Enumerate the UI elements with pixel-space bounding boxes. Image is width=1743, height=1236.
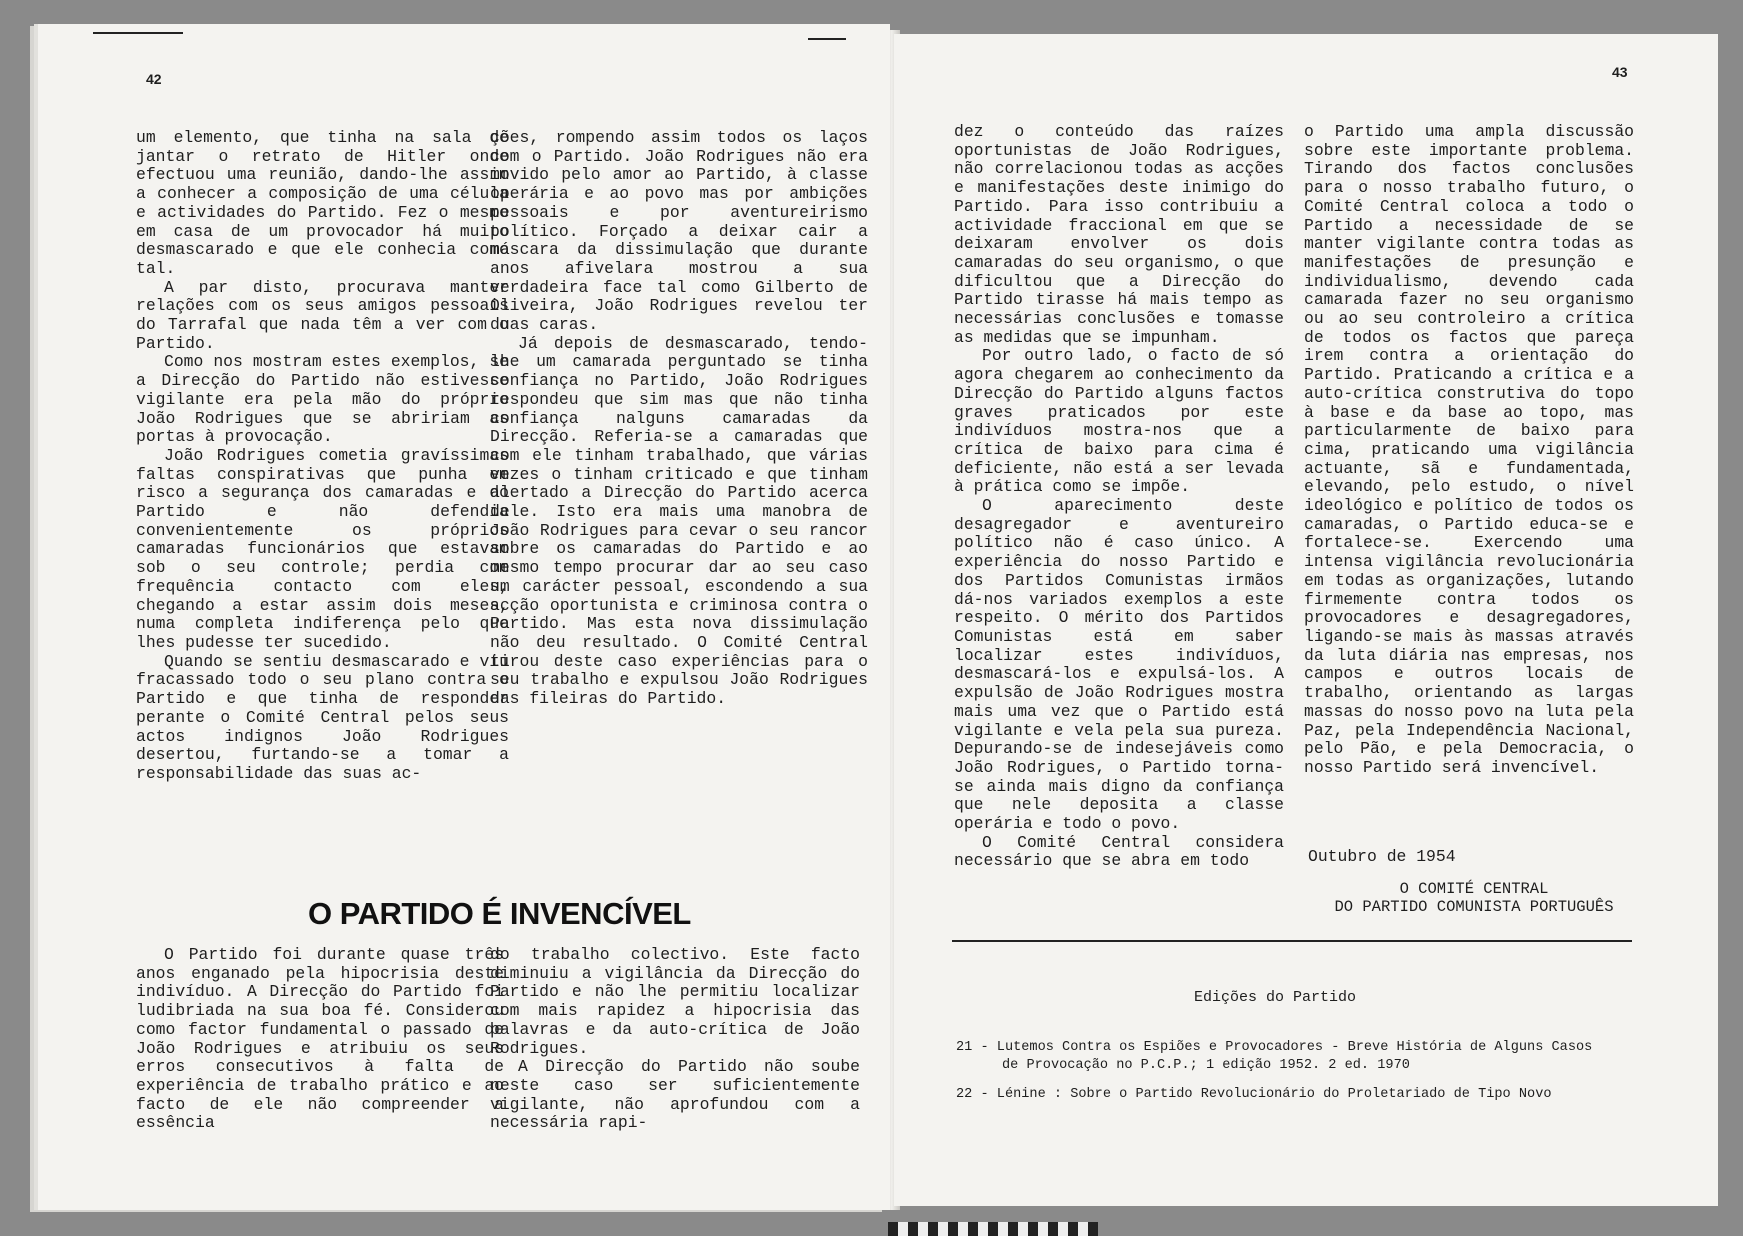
- paragraph: dez o conteúdo das raízes oportunistas de João Rodrigues, não correlacionou todas as acções e manifestações deste inimigo do Partido. Para isso contribuiu a actividade fraccional em que se deixaram envolver os dois camaradas do seu organismo, o que dificultou que a Direcção do Partido tirasse há mais tempo as necessárias conclusões e tomasse as medidas que se impunham.: [954, 122, 1284, 347]
- footer-divider: [952, 940, 1632, 942]
- note-21-line-1: 21 - Lutemos Contra os Espiões e Provocadores - Breve História de Alguns Casos: [956, 1040, 1593, 1055]
- right-column-1: [954, 123, 1284, 871]
- signature-line-2: DO PARTIDO COMUNISTA PORTUGUÊS: [1334, 898, 1614, 916]
- paragraph: o Partido uma ampla discussão sobre este importante problema. Tirando dos factos conclusões para o nosso trabalho futuro, o Comité Central coloca a todo o Partido a necessidade de se manter vigilante contra todas as manifestações de presunção e individualismo, devendo cada camarada fazer no seu organismo ou ao seu controleiro a crítica de todos os factos que pareça irem contra a orientação do Partido. Praticando a crítica e a auto-crítica construtiva do topo à base e da base ao topo, mas particularmente de baixo para cima, praticando uma vigilância actuante, sã e fundamentada, elevando, pelo estudo, o nível ideológico e político de todos os camaradas, o Partido educa-se e fortalece-se. Exercendo uma intensa vigilância revolucionária em todas as organizações, lutando firmemente contra todos os provocadores e desagregadores, ligando-se mais às massas através da luta diária nas empresas, nos campos e outros locais de trabalho, orientando as largas massas do nosso povo na luta pela Paz, pela Independência Nacional, pelo Pão, e pela Democracia, o nosso Partido será invencível.: [1304, 122, 1634, 777]
- paragraph: João Rodrigues cometia gravíssimas faltas conspirativas que punha em risco a segurança dos camaradas e do Partido e não defendia convenientemente os próprios camaradas funcionários que estavam sob o seu controle; perdia com frequência contacto com eles, chegando a estar assim dois meses, numa completa indiferença pelo que lhes pudesse ter sucedido.: [136, 445, 509, 652]
- left-column-2: [490, 129, 868, 709]
- left-column-1: [136, 129, 509, 784]
- right-page: [894, 34, 1718, 1206]
- page-number-right: 43: [1612, 64, 1628, 80]
- section-heading: O PARTIDO É INVENCÍVEL: [308, 896, 691, 931]
- left-column-3: [136, 946, 504, 1133]
- paragraph: um elemento, que tinha na sala de jantar o retrato de Hitler onde efectuou uma reunião, dando-lhe assim a conhecer a composição de uma célula e actividades do Partido. Fez o mesmo em casa de um provocador há muito desmascarado e que ele conhecia como tal.: [136, 128, 509, 278]
- note-21-line-2: de Provocação no P.C.P.; 1 edição 1952. 2 ed. 1970: [1002, 1058, 1410, 1073]
- right-column-2: [1304, 123, 1634, 778]
- paragraph: Já depois de desmascarado, tendo-lhe um camarada perguntado se tinha confiança no Partido, João Rodrigues respondeu que sim mas que não tinha confiança nalguns camaradas da Direcção. Referia-se a camaradas que com ele tinham trabalhado, que várias vezes o tinham criticado e que tinham alertado a Direcção do Partido acerca dele. Isto era mais uma manobra de João Rodrigues para cevar o seu rancor sobre os camaradas do Partido e ao mesmo tempo procurar dar ao seu caso um carácter pessoal, escondendo a sua acção oportunista e criminosa contra o Partido. Mas esta nova dissimulação não deu resultado. O Comité Central tirou deste caso experiências para o seu trabalho e expulsou João Rodrigues das fileiras do Partido.: [490, 333, 868, 709]
- left-column-4: [490, 946, 860, 1133]
- left-page: [38, 24, 890, 1210]
- signature-line-1: O COMITÉ CENTRAL: [1399, 880, 1549, 898]
- page-number-left: 42: [146, 71, 162, 87]
- paragraph: ções, rompendo assim todos os laços com o Partido. João Rodrigues não era movido pelo amor ao Partido, à classe operária e ao povo mas por ambições pessoais e por aventureirismo político. Forçado a deixar cair a máscara da dissimulação que durante anos afivelara mostrou a sua verdadeira face tal como Gilberto de Oliveira, João Rodrigues revelou ter duas caras.: [490, 128, 868, 335]
- paragraph: Quando se sentiu desmascarado e viu fracassado todo o seu plano contra o Partido e que tinha de responder perante o Comité Central pelos seus actos indignos João Rodrigues desertou, furtando-se a tomar a responsabilidade das suas ac-: [136, 651, 509, 783]
- paragraph: O Comité Central considera necessário que se abra em todo: [954, 832, 1284, 871]
- editions-title: Edições do Partido: [1194, 989, 1357, 1006]
- signature: [1294, 880, 1654, 916]
- paragraph: A Direcção do Partido não soube neste caso ser suficientemente vigilante, não aprofundou com a necessária rapi-: [490, 1057, 860, 1133]
- paragraph: A par disto, procurava manter relações com os seus amigos pessoais do Tarrafal que nada têm a ver com o Partido.: [136, 277, 509, 353]
- top-rule-right: [808, 38, 846, 40]
- top-rule-left: [93, 32, 183, 34]
- note-22: 22 - Lénine : Sobre o Partido Revolucionário do Proletariado de Tipo Novo: [956, 1087, 1552, 1102]
- paragraph: O aparecimento deste desagregador e aventureiro político não é caso único. A experiência do nosso Partido e dos Partidos Comunistas irmãos dá-nos variados exemplos a este respeito. O mérito dos Partidos Comunistas está em saber localizar estes indivíduos, desmascará-los e expulsá-los. A expulsão de João Rodrigues mostra mais uma vez que o Partido está vigilante e vela pela sua pureza. Depurando-se de indesejáveis como João Rodrigues, o Partido torna-se ainda mais digno da confiança que nele deposita a classe operária e todo o povo.: [954, 496, 1284, 834]
- date-line: [1308, 848, 1638, 867]
- paragraph: Por outro lado, o facto de só agora chegarem ao conhecimento da Direcção do Partido alguns factos graves praticados por este indivíduos mostra-nos que a crítica de baixo para cima é deficiente, não está a ser levada à prática como se impõe.: [954, 346, 1284, 497]
- date: Outubro de 1954: [1308, 847, 1456, 866]
- paragraph: O Partido foi durante quase três anos enganado pela hipocrisia deste indivíduo. A Direcção do Partido foi ludibriada na sua boa fé. Considerou como factor fundamental o passado de João Rodrigues e atribuiu os seus erros consecutivos à falta de experiência de trabalho prático e ao facto de ele não compreender a essência: [136, 945, 504, 1133]
- scale-ruler: [888, 1222, 1098, 1236]
- paragraph: do trabalho colectivo. Este facto diminuiu a vigilância da Direcção do Partido e não lhe permitiu localizar com mais rapidez a hipocrisia das palavras e da auto-crítica de João Rodrigues.: [490, 945, 860, 1058]
- paragraph: Como nos mostram estes exemplos, se a Direcção do Partido não estivesse vigilante era pela mão do próprio João Rodrigues que se abririam as portas à provocação.: [136, 352, 509, 447]
